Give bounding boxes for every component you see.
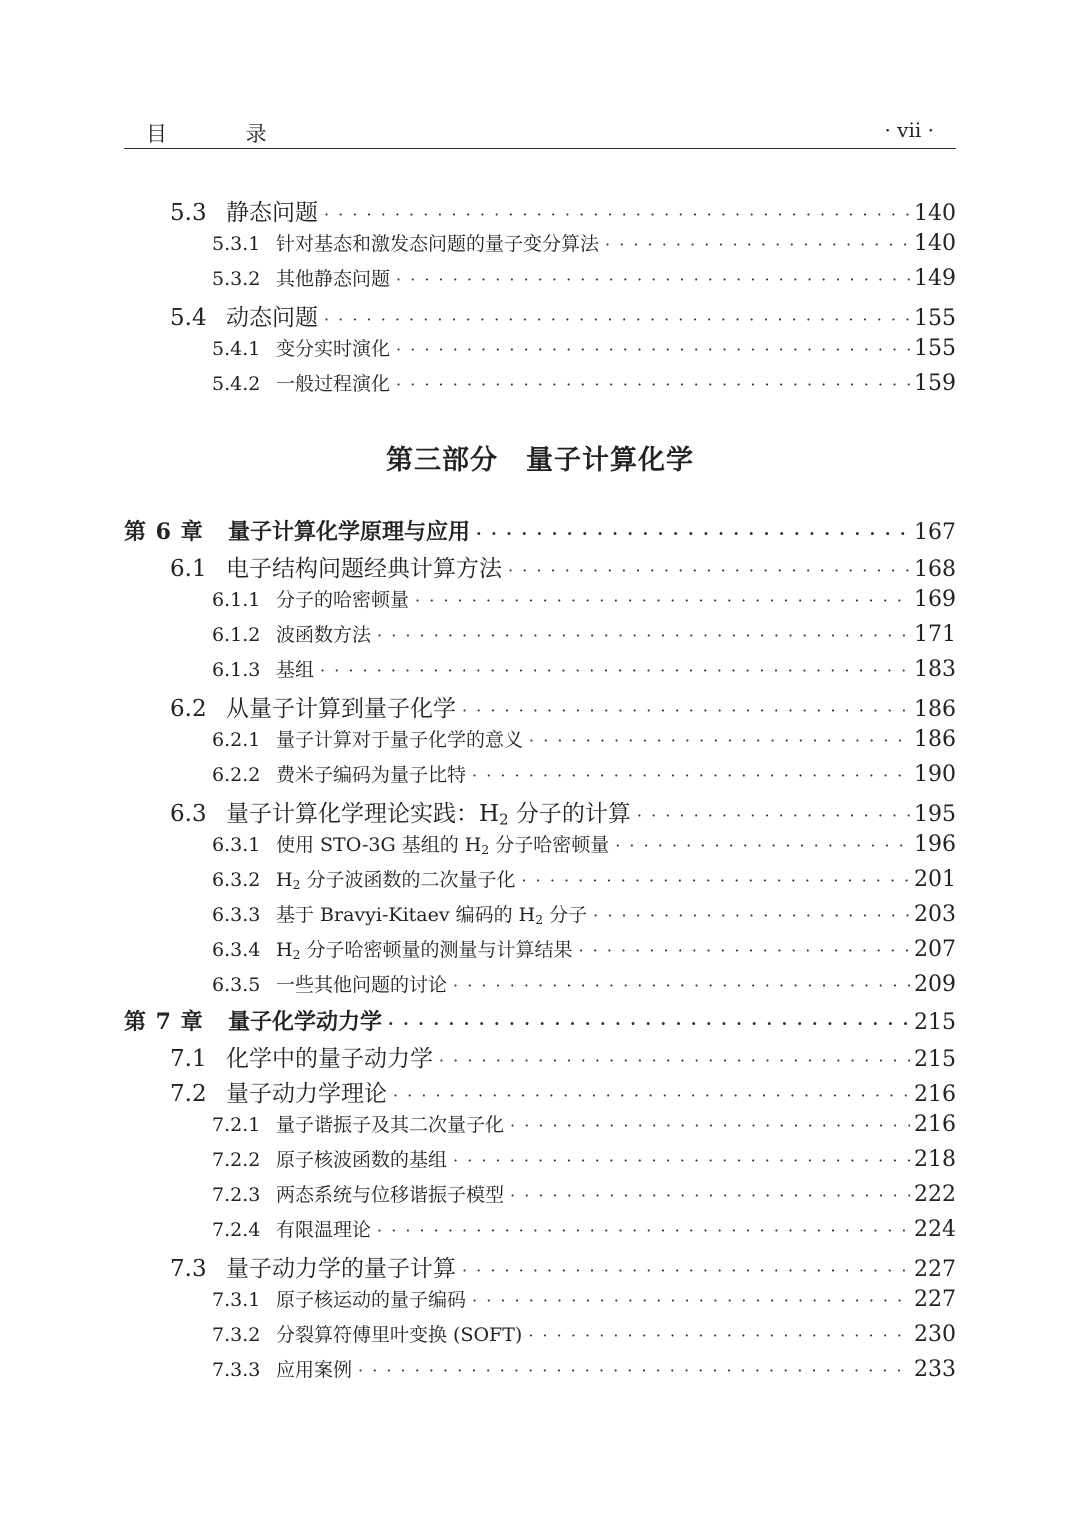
- entry-page: 233: [914, 1357, 956, 1382]
- entry-title: 针对基态和激发态问题的量子变分算法: [276, 233, 600, 255]
- dot-leader: [578, 941, 910, 960]
- entry-page: 203: [914, 902, 956, 927]
- entry-number: 6.2: [170, 696, 207, 722]
- entry-number: 5.4.1: [212, 338, 261, 360]
- entry-title: 从量子计算到量子化学: [226, 696, 456, 722]
- toc-entry: [170, 690, 956, 723]
- toc-entry: [170, 550, 956, 583]
- entry-number: 6.3.3: [212, 904, 261, 926]
- subscript: 2: [535, 913, 544, 928]
- toc-entry: [170, 1250, 956, 1283]
- entry-title: 化学中的量子动力学: [226, 1046, 433, 1072]
- entry-title: 其他静态问题: [276, 268, 391, 290]
- entry-number: 5.3.1: [212, 233, 261, 255]
- entry-number: 5.4: [170, 305, 207, 331]
- entry-page: 159: [914, 371, 956, 396]
- dot-leader: [615, 836, 910, 855]
- dot-leader: [320, 661, 910, 680]
- entry-page: 216: [914, 1112, 956, 1137]
- dot-leader: [377, 1221, 910, 1240]
- toc-entry: [170, 299, 956, 332]
- entry-page: 190: [914, 762, 956, 787]
- toc-entry: [212, 229, 956, 256]
- toc-entry: [170, 795, 956, 829]
- entry-title: 静态问题: [226, 200, 318, 226]
- entry-page: 140: [914, 201, 956, 226]
- entry-number: 5.3.2: [212, 268, 261, 290]
- entry-number: 7.2: [170, 1081, 207, 1107]
- entry-number: 6.3.1: [212, 834, 261, 856]
- entry-number: 7.1: [170, 1046, 207, 1072]
- entry-page: 167: [914, 520, 956, 545]
- entry-title: 量子化学动力学: [228, 1009, 383, 1035]
- part-label: 第三部分: [386, 445, 498, 476]
- entry-number: 第 6 章: [124, 519, 204, 545]
- entry-page: 227: [914, 1257, 956, 1282]
- entry-page: 209: [914, 972, 956, 997]
- dot-leader: [453, 1151, 910, 1170]
- entry-title: 使用 STO-3G 基组的 $H_2$ 分子哈密顿量: [276, 834, 610, 858]
- entry-page: 215: [914, 1010, 956, 1035]
- toc-entry: [124, 1005, 956, 1036]
- entry-page: 230: [914, 1322, 956, 1347]
- toc-entry: [212, 585, 956, 612]
- dot-leader: [415, 591, 910, 610]
- subscript: 2: [292, 948, 301, 963]
- entry-number: 6.3: [170, 801, 207, 827]
- entry-number: 6.3.4: [212, 939, 261, 961]
- dot-leader: [396, 340, 910, 359]
- entry-title: 原子核波函数的基组: [276, 1149, 448, 1171]
- dot-leader: [388, 1014, 910, 1033]
- entry-title: 量子动力学的量子计算: [226, 1256, 456, 1282]
- dot-leader: [508, 561, 910, 580]
- entry-title: 电子结构问题经典计算方法: [226, 556, 502, 582]
- entry-title: 量子谐振子及其二次量子化: [276, 1114, 505, 1136]
- header-page-number: · vii ·: [884, 118, 934, 142]
- entry-page: 215: [914, 1047, 956, 1072]
- entry-number: 5.4.2: [212, 373, 261, 395]
- toc-entry: [212, 1355, 956, 1382]
- entry-number: 7.3: [170, 1256, 207, 1282]
- entry-page: 183: [914, 657, 956, 682]
- subscript: 2: [499, 810, 509, 829]
- dot-leader: [377, 626, 910, 645]
- dot-leader: [637, 806, 910, 825]
- entry-title: 分裂算符傅里叶变换 (SOFT): [276, 1324, 523, 1346]
- dot-leader: [605, 235, 910, 254]
- toc-entry: [212, 1285, 956, 1312]
- toc-entry: [212, 970, 956, 997]
- entry-title: 一些其他问题的讨论: [276, 974, 448, 996]
- toc-entry: [212, 1320, 956, 1347]
- entry-title: 基组: [276, 659, 315, 681]
- dot-leader: [528, 1326, 910, 1345]
- entry-number: 6.1.1: [212, 589, 261, 611]
- entry-page: 196: [914, 832, 956, 857]
- toc-entry: [212, 369, 956, 396]
- toc-entry: [212, 620, 956, 647]
- running-header: [124, 116, 956, 149]
- entry-page: 218: [914, 1147, 956, 1172]
- entry-page: 186: [914, 697, 956, 722]
- entry-page: 171: [914, 622, 956, 647]
- toc-entry: [212, 760, 956, 787]
- entry-number: 6.2.1: [212, 729, 261, 751]
- toc-entry: [170, 1075, 956, 1108]
- dot-leader: [358, 1361, 910, 1380]
- entry-number: 6.3.2: [212, 869, 261, 891]
- dot-leader: [593, 906, 910, 925]
- entry-title: 一般过程演化: [276, 373, 391, 395]
- entry-page: 207: [914, 937, 956, 962]
- toc-entry: [212, 830, 956, 857]
- entry-title: 波函数方法: [276, 624, 372, 646]
- entry-page: 169: [914, 587, 956, 612]
- entry-number: 第 7 章: [124, 1009, 204, 1035]
- entry-number: 7.3.3: [212, 1359, 261, 1381]
- subscript: 2: [292, 878, 301, 893]
- entry-number: 7.3.1: [212, 1289, 261, 1311]
- dot-leader: [396, 270, 910, 289]
- entry-number: 7.3.2: [212, 1324, 261, 1346]
- entry-page: 195: [914, 802, 956, 827]
- dot-leader: [396, 375, 910, 394]
- entry-page: 222: [914, 1182, 956, 1207]
- dot-leader: [462, 701, 910, 720]
- dot-leader: [521, 871, 910, 890]
- dot-leader: [529, 731, 910, 750]
- entry-title: $H_2$ 分子波函数的二次量子化: [276, 869, 516, 893]
- entry-page: 227: [914, 1287, 956, 1312]
- entry-page: 155: [914, 306, 956, 331]
- part-title: 量子计算化学: [526, 445, 694, 476]
- entry-title: 分子的哈密顿量: [276, 589, 410, 611]
- entry-page: 201: [914, 867, 956, 892]
- entry-number: 6.1: [170, 556, 207, 582]
- toc-entry: [212, 1110, 956, 1137]
- toc-entry: [212, 935, 956, 962]
- entry-page: 216: [914, 1082, 956, 1107]
- dot-leader: [324, 310, 910, 329]
- entry-page: 186: [914, 727, 956, 752]
- subscript: 2: [481, 843, 490, 858]
- toc-entry: [212, 655, 956, 682]
- entry-page: 140: [914, 231, 956, 256]
- toc-entry: [212, 334, 956, 361]
- dot-leader: [510, 1186, 910, 1205]
- entry-title: 量子计算对于量子化学的意义: [276, 729, 524, 751]
- dot-leader: [510, 1116, 910, 1135]
- toc-entry: [212, 900, 956, 927]
- dot-leader: [462, 1261, 910, 1280]
- entry-page: 155: [914, 336, 956, 361]
- entry-title: 两态系统与位移谐振子模型: [276, 1184, 505, 1206]
- toc-entry: [212, 1180, 956, 1207]
- entry-title: 原子核运动的量子编码: [276, 1289, 467, 1311]
- part-heading: [0, 438, 1080, 477]
- entry-title: 量子计算化学原理与应用: [228, 519, 471, 545]
- toc-entry: [212, 865, 956, 892]
- entry-title: 量子动力学理论: [226, 1081, 387, 1107]
- toc-entry: [212, 264, 956, 291]
- dot-leader: [453, 976, 910, 995]
- entry-number: 6.1.2: [212, 624, 261, 646]
- entry-number: 7.2.1: [212, 1114, 261, 1136]
- entry-page: 168: [914, 557, 956, 582]
- dot-leader: [439, 1051, 910, 1070]
- entry-number: 7.2.4: [212, 1219, 261, 1241]
- entry-number: 6.2.2: [212, 764, 261, 786]
- entry-number: 6.1.3: [212, 659, 261, 681]
- entry-title: 量子计算化学理论实践：$H_2$ 分子的计算: [226, 801, 631, 829]
- toc-entry: [170, 194, 956, 227]
- entry-title: 应用案例: [276, 1359, 353, 1381]
- toc-entry: [212, 1215, 956, 1242]
- toc-entry: [212, 725, 956, 752]
- entry-title: 费米子编码为量子比特: [276, 764, 467, 786]
- entry-page: 149: [914, 266, 956, 291]
- toc-entry: [170, 1040, 956, 1073]
- entry-number: 7.2.3: [212, 1184, 261, 1206]
- toc-entry: [212, 1145, 956, 1172]
- entry-number: 5.3: [170, 200, 207, 226]
- entry-title: $H_2$ 分子哈密顿量的测量与计算结果: [276, 939, 573, 963]
- dot-leader: [324, 205, 910, 224]
- dot-leader: [476, 524, 910, 543]
- entry-page: 224: [914, 1217, 956, 1242]
- entry-title: 有限温理论: [276, 1219, 372, 1241]
- entry-title: 动态问题: [226, 305, 318, 331]
- header-title: 目 录: [146, 122, 303, 146]
- toc-entry: [124, 515, 956, 546]
- entry-title: 变分实时演化: [276, 338, 391, 360]
- entry-number: 7.2.2: [212, 1149, 261, 1171]
- entry-title: 基于 Bravyi-Kitaev 编码的 $H_2$ 分子: [276, 904, 588, 928]
- dot-leader: [393, 1086, 910, 1105]
- dot-leader: [472, 1291, 910, 1310]
- entry-number: 6.3.5: [212, 974, 261, 996]
- dot-leader: [472, 766, 910, 785]
